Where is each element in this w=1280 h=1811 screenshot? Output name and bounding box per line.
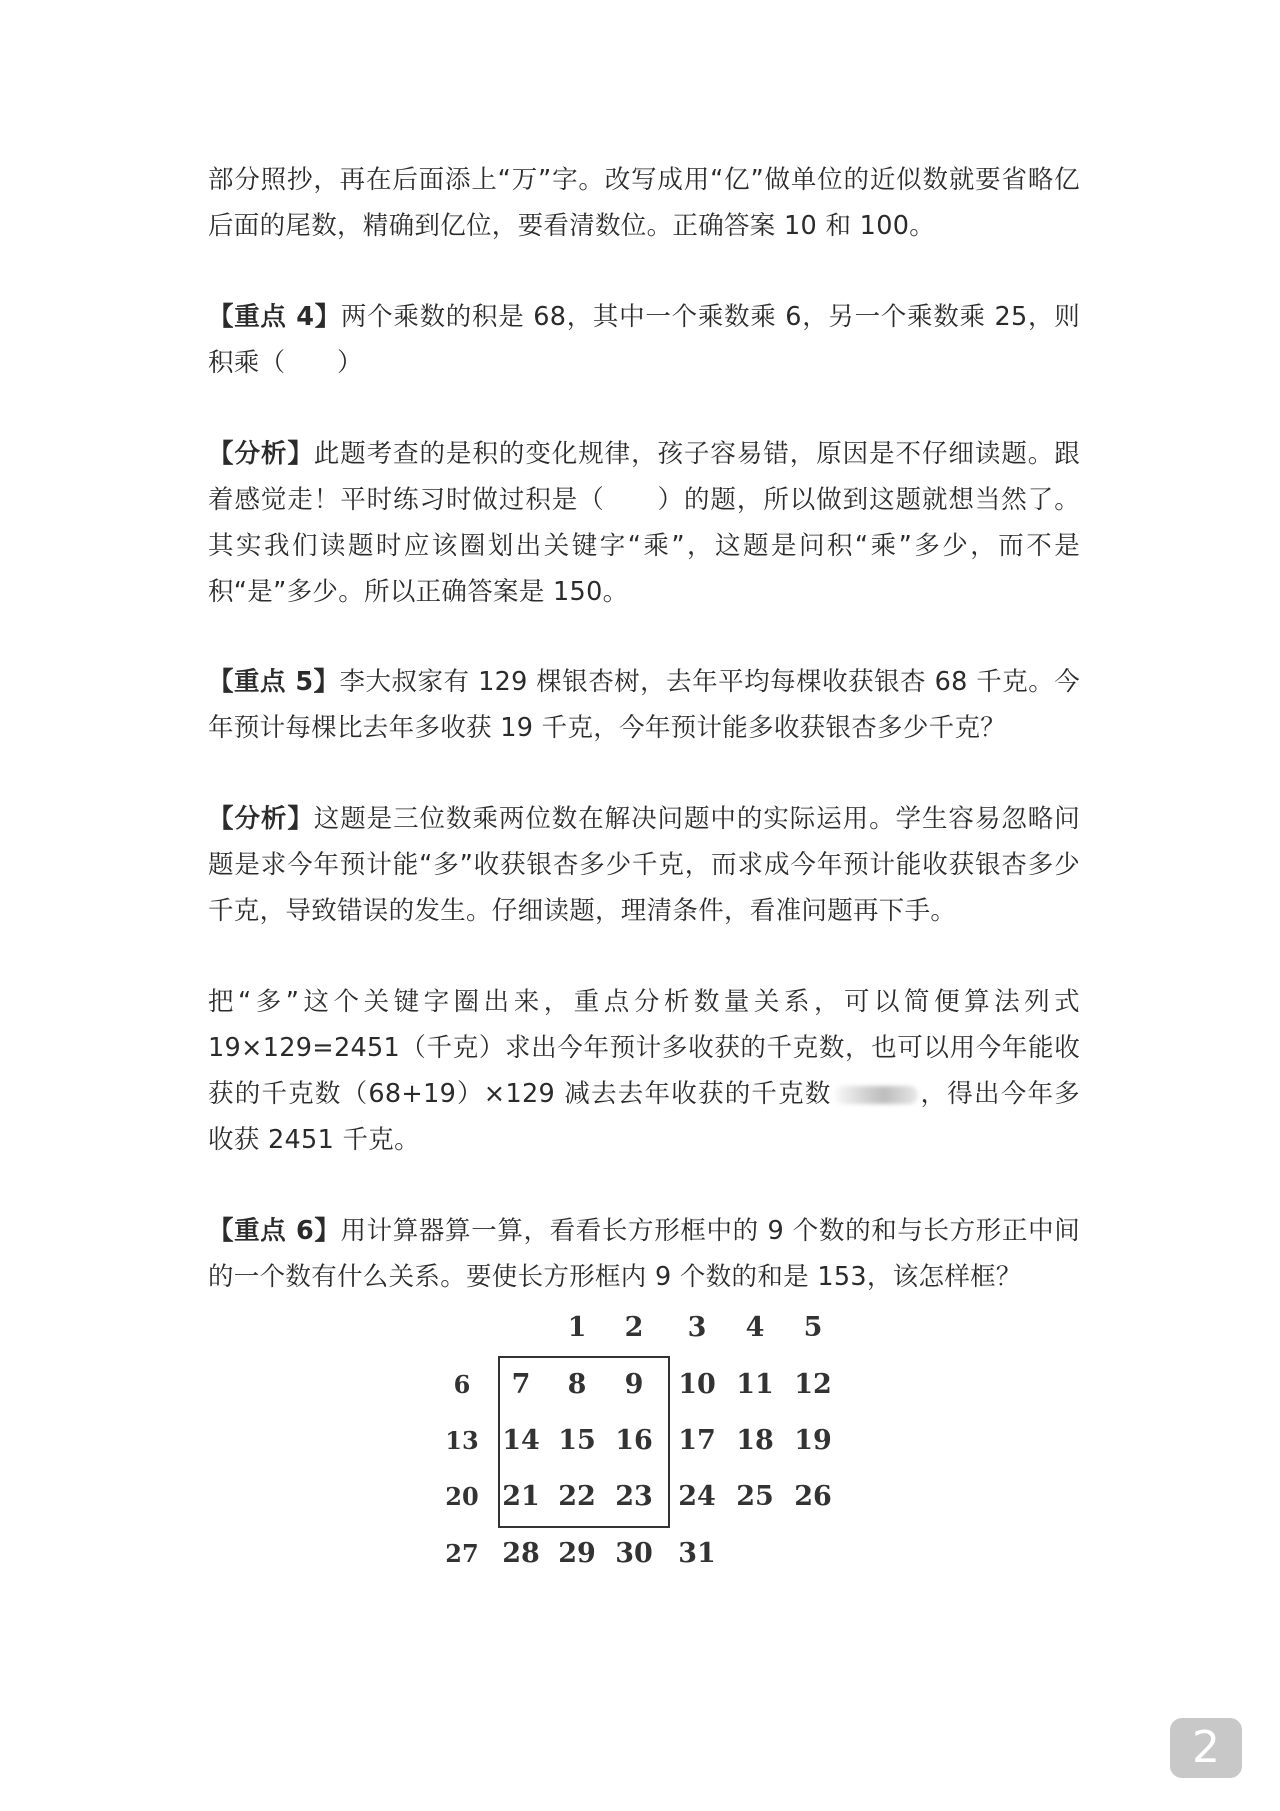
paragraph-key-point-5 <box>208 659 1080 751</box>
grid-number-cell: 14 <box>502 1425 540 1456</box>
grid-number-cell: 29 <box>558 1538 596 1569</box>
paragraph-text: 李大叔家有 129 棵银杏树，去年平均每棵收获银杏 68 千克。今年预计每棵比去年多收获 19 千克，今年预计能多收获银杏多少千克？ <box>208 667 1081 743</box>
grid-number-cell: 20 <box>445 1482 479 1511</box>
key-point-tag: 【重点 6】 <box>208 1216 341 1246</box>
grid-number-cell: 17 <box>678 1425 716 1456</box>
grid-number-cell: 5 <box>803 1312 823 1343</box>
grid-number-cell: 31 <box>678 1538 716 1569</box>
paragraph-analysis-1 <box>208 431 1080 615</box>
key-point-tag: 【重点 5】 <box>208 667 340 697</box>
paragraph-analysis-2 <box>208 796 1080 934</box>
grid-number-cell: 6 <box>453 1370 471 1399</box>
grid-number-cell: 25 <box>736 1481 774 1512</box>
grid-number-cell: 13 <box>445 1426 479 1455</box>
paragraph-text: 两个乘数的积是 68，其中一个乘数乘 6，另一个乘数乘 25，则积乘（ ） <box>208 302 1080 378</box>
grid-number-cell: 11 <box>736 1369 774 1400</box>
grid-number-cell: 4 <box>745 1312 765 1343</box>
blurred-region <box>834 1086 918 1104</box>
paragraph-text: 把“多”这个关键字圈出来，重点分析数量关系，可以简便算法列式 19×129=2451（千克）求出今年预计多收获的千克数，也可以用今年能收获的千克数（68+19）×129 减去去年收获的千克数 <box>208 987 1080 1109</box>
key-point-tag: 【重点 4】 <box>208 302 341 332</box>
grid-number-cell: 7 <box>511 1369 531 1400</box>
grid-number-cell: 10 <box>678 1369 716 1400</box>
grid-number-cell: 27 <box>445 1539 479 1568</box>
grid-number-cell: 15 <box>558 1425 596 1456</box>
paragraph-key-point-6 <box>208 1208 1080 1300</box>
grid-number-cell: 19 <box>794 1425 832 1456</box>
paragraph-text: 这题是三位数乘两位数在解决问题中的实际运用。学生容易忽略问题是求今年预计能“多”收获银杏多少千克，而求成今年预计能收获银杏多少千克，导致错误的发生。仔细读题，理清条件，看准问题再下手。 <box>208 804 1081 926</box>
grid-number-cell: 2 <box>624 1312 644 1343</box>
grid-number-cell: 21 <box>502 1481 540 1512</box>
grid-number-cell: 9 <box>624 1369 644 1400</box>
grid-number-cell: 24 <box>678 1481 716 1512</box>
analysis-tag: 【分析】 <box>208 439 314 469</box>
grid-number-cell: 18 <box>736 1425 774 1456</box>
paragraph-solution <box>208 979 1080 1163</box>
grid-number-cell: 8 <box>567 1369 587 1400</box>
grid-number-cell: 16 <box>615 1425 653 1456</box>
grid-number-cell: 1 <box>567 1312 587 1343</box>
grid-number-cell: 30 <box>615 1538 653 1569</box>
grid-number-cell: 22 <box>558 1481 596 1512</box>
grid-number-cell: 28 <box>502 1538 540 1569</box>
paragraph-key-point-4 <box>208 294 1080 386</box>
rectangle-frame <box>498 1356 670 1528</box>
page-number-badge: 2 <box>1170 1718 1242 1778</box>
grid-number-cell: 12 <box>794 1369 832 1400</box>
paragraph-text: 用计算器算一算，看看长方形框中的 9 个数的和与长方形正中间的一个数有什么关系。要使长方形框内 9 个数的和是 153，该怎样框？ <box>208 1216 1081 1292</box>
paragraph-text: 此题考查的是积的变化规律，孩子容易错，原因是不仔细读题。跟着感觉走！平时练习时做过积是（ ）的题，所以做到这题就想当然了。其实我们读题时应该圈划出关键字“乘”，这题是问积“乘”多少，而不是积“是”多少。所以正确答案是 150。 <box>208 439 1081 607</box>
grid-number-cell: 26 <box>794 1481 832 1512</box>
grid-number-cell: 23 <box>615 1481 653 1512</box>
paragraph-intro <box>208 157 1080 249</box>
paragraph-text-continued: ，得出今年多收获 2451 千克。 <box>208 1079 1080 1155</box>
analysis-tag: 【分析】 <box>208 804 314 834</box>
grid-number-cell: 3 <box>687 1312 707 1343</box>
paragraph-text: 部分照抄，再在后面添上“万”字。改写成用“亿”做单位的近似数就要省略亿后面的尾数，精确到亿位，要看清数位。正确答案 10 和 100。 <box>208 165 1080 241</box>
